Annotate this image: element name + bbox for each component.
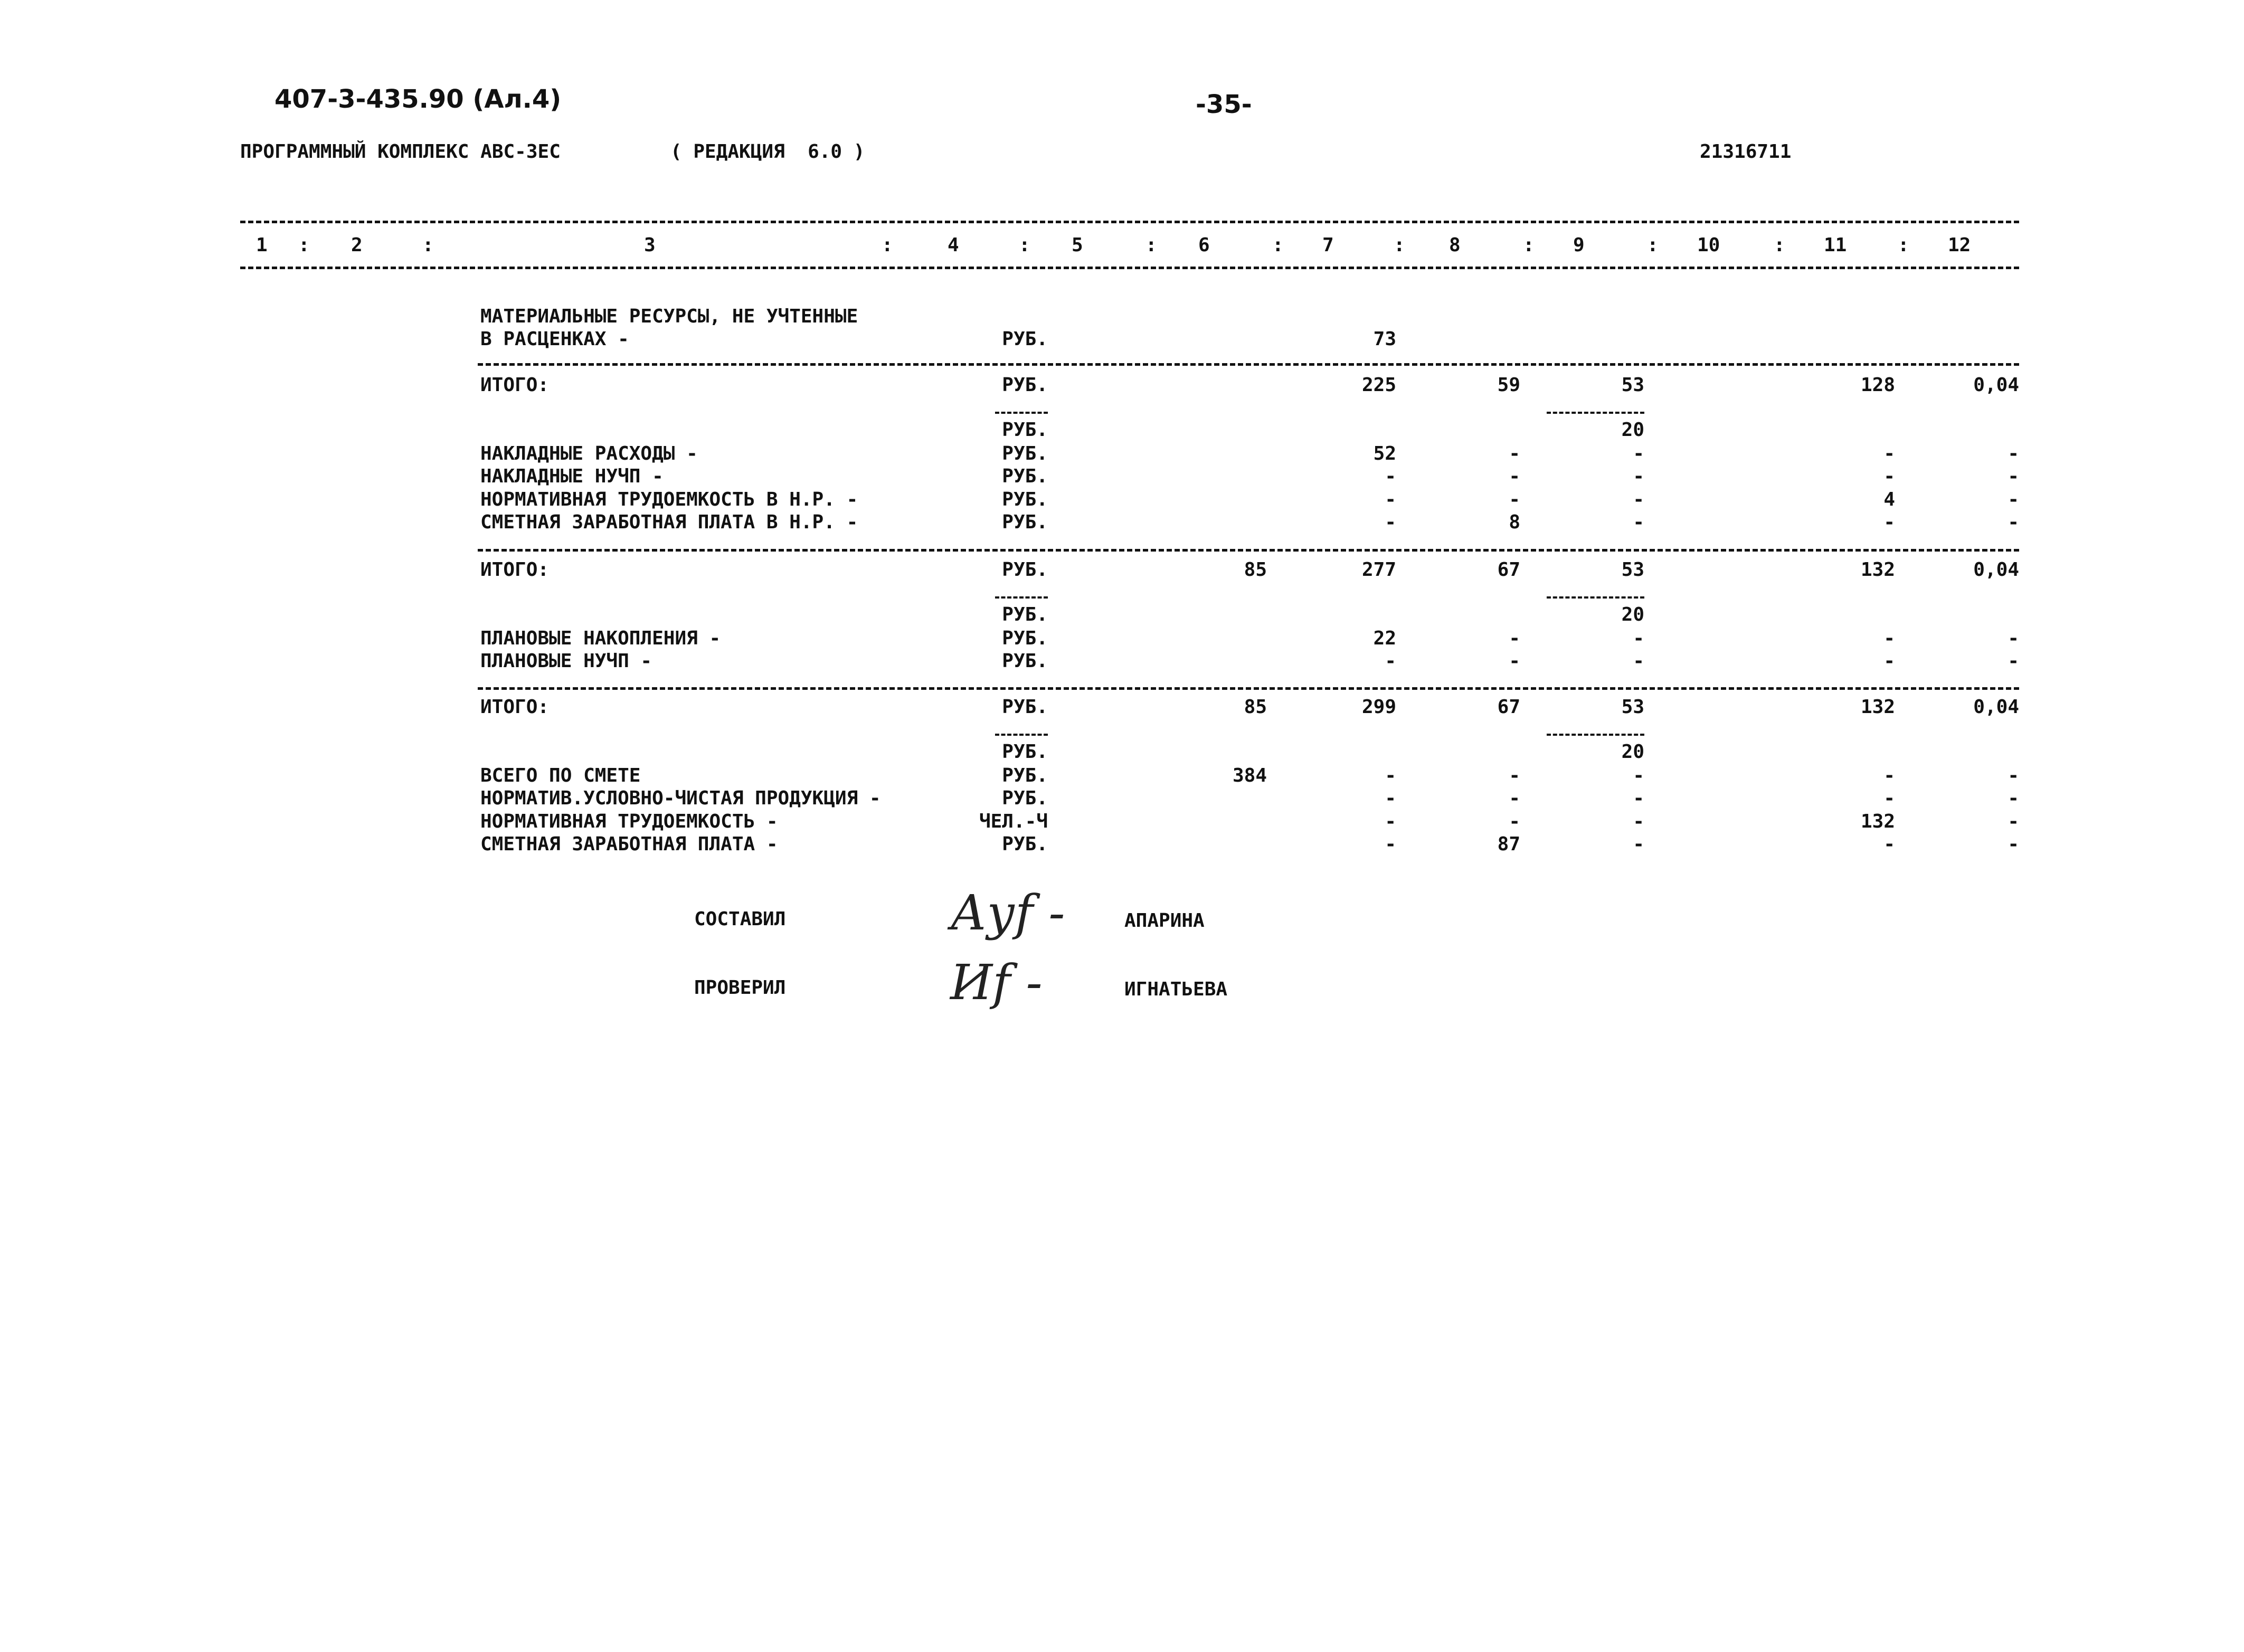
column-header-2: 2	[351, 234, 363, 256]
column-header-1: 1	[256, 234, 268, 256]
cell-c9: 20	[1621, 604, 1644, 625]
column-header-7: 7	[1322, 234, 1334, 256]
row-label: ИТОГО:	[480, 696, 550, 718]
cell-c7: 225	[1361, 374, 1396, 396]
cell-c9: -	[1633, 833, 1644, 855]
cell-c12: -	[2008, 765, 2019, 786]
row-label: СМЕТНАЯ ЗАРАБОТНАЯ ПЛАТА В Н.Р. -	[480, 511, 858, 533]
cell-c9: -	[1633, 443, 1644, 464]
cell-c9: 20	[1621, 419, 1644, 441]
row-unit: РУБ.	[1002, 741, 1048, 763]
cell-c8: -	[1509, 787, 1520, 809]
compiled-by-signature: Ауf -	[950, 885, 1065, 941]
cell-c8: 8	[1509, 511, 1520, 533]
row-label: НОРМАТИВНАЯ ТРУДОЕМКОСТЬ -	[480, 811, 778, 832]
cell-c9: -	[1633, 466, 1644, 487]
document-id: 21316711	[1700, 141, 1792, 163]
row-unit: РУБ.	[1002, 559, 1048, 581]
column-header-11: 11	[1824, 234, 1847, 256]
row-unit: РУБ.	[1002, 833, 1048, 855]
row-unit: РУБ.	[1002, 374, 1048, 396]
row-unit: РУБ.	[1002, 765, 1048, 786]
cell-c11: 4	[1883, 489, 1895, 510]
column-separator: :	[298, 234, 310, 256]
cell-c12: -	[2008, 650, 2019, 672]
column-separator: :	[422, 234, 434, 256]
cell-c7: 277	[1361, 559, 1396, 581]
cell-c9: -	[1633, 650, 1644, 672]
row-unit: РУБ.	[1002, 328, 1048, 350]
table-top-rule	[240, 221, 2019, 223]
cell-c11: -	[1883, 833, 1895, 855]
cell-c9: -	[1633, 787, 1644, 809]
cell-c8: 87	[1497, 833, 1520, 855]
cell-c9: -	[1633, 765, 1644, 786]
cell-c9: -	[1633, 811, 1644, 832]
checked-by-label: ПРОВЕРИЛ	[694, 977, 786, 999]
cell-c8: -	[1509, 811, 1520, 832]
unit-underline	[995, 596, 1048, 599]
cell-c8: -	[1509, 443, 1520, 464]
row-label: ПЛАНОВЫЕ НУЧП -	[480, 650, 652, 672]
column-header-8: 8	[1449, 234, 1461, 256]
cell-c8: -	[1509, 650, 1520, 672]
cell-c6: 384	[1232, 765, 1267, 786]
cell-c7: -	[1385, 489, 1396, 510]
section-rule	[478, 687, 2019, 690]
cell-c7: 299	[1361, 696, 1396, 718]
cell-c8: 67	[1497, 696, 1520, 718]
row-unit: РУБ.	[1002, 489, 1048, 510]
column-separator: :	[1145, 234, 1157, 256]
cell-c9: 53	[1621, 559, 1644, 581]
cell-c8: -	[1509, 628, 1520, 649]
program-name: ПРОГРАММНЫЙ КОМПЛЕКС АВС-3ЕС	[240, 141, 561, 163]
cell-c12: 0,04	[1973, 374, 2019, 396]
cell-c9: 53	[1621, 696, 1644, 718]
cell-c7: 73	[1373, 328, 1396, 350]
row-label: НАКЛАДНЫЕ РАСХОДЫ -	[480, 443, 698, 464]
cell-c7: 52	[1373, 443, 1396, 464]
column-separator: :	[1272, 234, 1284, 256]
cell-c9: -	[1633, 511, 1644, 533]
cell-c7: -	[1385, 787, 1396, 809]
unit-underline	[995, 412, 1048, 414]
column-separator: :	[1647, 234, 1659, 256]
program-edition: ( РЕДАКЦИЯ 6.0 )	[670, 141, 865, 163]
row-unit: РУБ.	[1002, 696, 1048, 718]
cell-c11: -	[1883, 466, 1895, 487]
cell-c8: 67	[1497, 559, 1520, 581]
column-separator: :	[1523, 234, 1535, 256]
cell-c12: -	[2008, 787, 2019, 809]
row-unit: РУБ.	[1002, 511, 1048, 533]
cell-c7: -	[1385, 833, 1396, 855]
cell-c7: -	[1385, 511, 1396, 533]
cell-c12: -	[2008, 511, 2019, 533]
column-separator: :	[1394, 234, 1405, 256]
cell-c11: 132	[1860, 696, 1895, 718]
row-label: ИТОГО:	[480, 374, 550, 396]
row-unit: РУБ.	[1002, 650, 1048, 672]
cell-c8: 59	[1497, 374, 1520, 396]
cell-c9: -	[1633, 628, 1644, 649]
section-rule	[478, 363, 2019, 366]
cell-c12: 0,04	[1973, 559, 2019, 581]
cell-c11: 132	[1860, 559, 1895, 581]
cell-c8: -	[1509, 489, 1520, 510]
cell-c11: -	[1883, 787, 1895, 809]
cell-c9: 53	[1621, 374, 1644, 396]
column-separator: :	[1898, 234, 1909, 256]
column-separator: :	[1019, 234, 1030, 256]
cell-c9: 20	[1621, 741, 1644, 763]
cell-c8: -	[1509, 466, 1520, 487]
row-unit: РУБ.	[1002, 787, 1048, 809]
document-code: 407-3-435.90 (Ал.4)	[274, 84, 562, 114]
column-9-underline	[1547, 412, 1644, 414]
column-header-12: 12	[1948, 234, 1971, 256]
cell-c12: -	[2008, 466, 2019, 487]
column-9-underline	[1547, 734, 1644, 736]
row-unit: ЧЕЛ.-Ч	[979, 811, 1048, 832]
row-unit: РУБ.	[1002, 604, 1048, 625]
cell-c11: -	[1883, 765, 1895, 786]
cell-c11: -	[1883, 628, 1895, 649]
row-label: НАКЛАДНЫЕ НУЧП -	[480, 466, 664, 487]
cell-c7: -	[1385, 765, 1396, 786]
row-label: ПЛАНОВЫЕ НАКОПЛЕНИЯ -	[480, 628, 721, 649]
cell-c7: -	[1385, 811, 1396, 832]
column-header-3: 3	[644, 234, 656, 256]
column-header-10: 10	[1697, 234, 1720, 256]
column-header-4: 4	[948, 234, 959, 256]
column-header-5: 5	[1072, 234, 1083, 256]
cell-c12: -	[2008, 811, 2019, 832]
row-label: СМЕТНАЯ ЗАРАБОТНАЯ ПЛАТА -	[480, 833, 778, 855]
unit-underline	[995, 734, 1048, 736]
cell-c6: 85	[1244, 696, 1267, 718]
column-separator: :	[882, 234, 893, 256]
checked-by-signature: Иf -	[950, 954, 1043, 1011]
page-number: -35-	[1196, 90, 1252, 119]
compiled-by-name: АПАРИНА	[1124, 910, 1205, 932]
cell-c11: 132	[1860, 811, 1895, 832]
cell-c12: -	[2008, 628, 2019, 649]
row-label: В РАСЦЕНКАХ -	[480, 328, 629, 350]
section-rule	[478, 549, 2019, 552]
cell-c12: -	[2008, 443, 2019, 464]
cell-c7: -	[1385, 466, 1396, 487]
cell-c7: 22	[1373, 628, 1396, 649]
row-label: НОРМАТИВ.УСЛОВНО-ЧИСТАЯ ПРОДУКЦИЯ -	[480, 787, 881, 809]
cell-c11: -	[1883, 650, 1895, 672]
row-label: ВСЕГО ПО СМЕТЕ	[480, 765, 641, 786]
cell-c12: -	[2008, 489, 2019, 510]
cell-c11: -	[1883, 443, 1895, 464]
row-unit: РУБ.	[1002, 466, 1048, 487]
row-label: ИТОГО:	[480, 559, 550, 581]
cell-c11: -	[1883, 511, 1895, 533]
row-unit: РУБ.	[1002, 628, 1048, 649]
cell-c11: 128	[1860, 374, 1895, 396]
row-label: НОРМАТИВНАЯ ТРУДОЕМКОСТЬ В Н.Р. -	[480, 489, 858, 510]
cell-c9: -	[1633, 489, 1644, 510]
row-unit: РУБ.	[1002, 419, 1048, 441]
cell-c8: -	[1509, 765, 1520, 786]
column-header-6: 6	[1198, 234, 1210, 256]
compiled-by-label: СОСТАВИЛ	[694, 908, 786, 930]
column-header-9: 9	[1573, 234, 1585, 256]
row-label: МАТЕРИАЛЬНЫЕ РЕСУРСЫ, НЕ УЧТЕННЫЕ	[480, 306, 858, 327]
cell-c12: -	[2008, 833, 2019, 855]
row-unit: РУБ.	[1002, 443, 1048, 464]
table-header-rule	[240, 267, 2019, 269]
cell-c6: 85	[1244, 559, 1267, 581]
cell-c12: 0,04	[1973, 696, 2019, 718]
cell-c7: -	[1385, 650, 1396, 672]
column-separator: :	[1774, 234, 1785, 256]
column-9-underline	[1547, 596, 1644, 599]
checked-by-name: ИГНАТЬЕВА	[1124, 979, 1228, 1000]
